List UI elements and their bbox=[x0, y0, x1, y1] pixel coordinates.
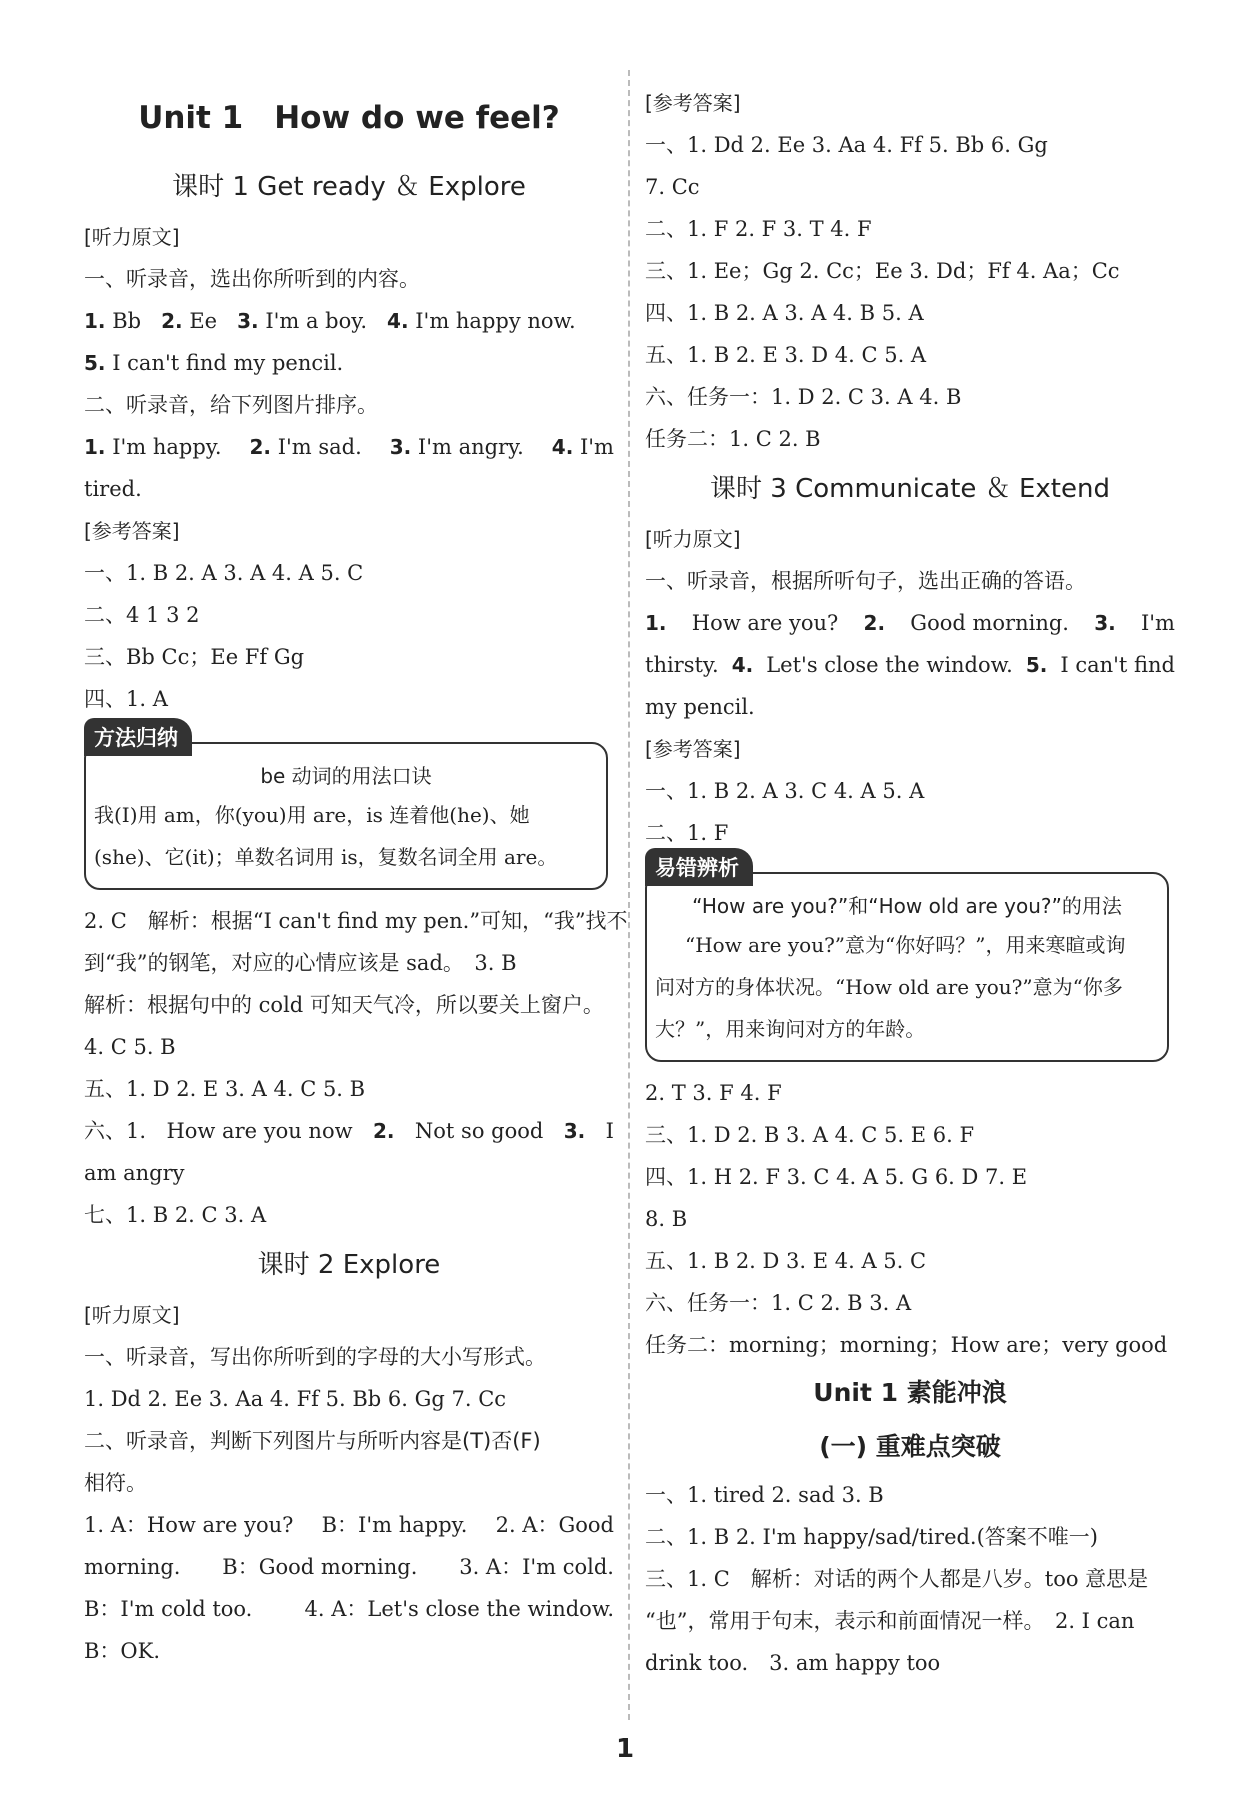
l2-q1-line: 1. Dd 2. Ee 3. Aa 4. Ff 5. Bb 6. Gg 7. Cc bbox=[84, 1387, 507, 1411]
r-answer-3: 三、1. Ee；Gg 2. Cc；Ee 3. Dd；Ff 4. Aa；Cc bbox=[645, 259, 1120, 283]
l3-answer-6: 五、1. B 2. D 3. E 4. A 5. C bbox=[645, 1249, 927, 1273]
unit-section-title: Unit 1 素能冲浪 bbox=[813, 1378, 1007, 1407]
l1-q1-line2: 5. I can't find my pencil. bbox=[84, 351, 344, 375]
error-box bbox=[645, 856, 1169, 1062]
error-text-2: 问对方的身体状况。“How old are you?”意为“你多 bbox=[655, 975, 1123, 999]
l3-q1-line: 1. How are you? 2. Good morning. 3. I'm bbox=[645, 611, 1175, 635]
l1-answer-6: 五、1. D 2. E 3. A 4. C 5. B bbox=[84, 1077, 366, 1101]
l3-answer-7: 六、任务一：1. C 2. B 3. A bbox=[645, 1291, 912, 1315]
listen-tag-r: [听力原文] bbox=[645, 527, 741, 551]
left-column bbox=[84, 78, 628, 1672]
column-divider bbox=[628, 70, 630, 1720]
l1-answer-7: 六、1. How are you now 2. Not so good 3. I bbox=[84, 1119, 614, 1143]
error-text-1: “How are you?”意为“你好吗？”，用来寒暄或询 bbox=[685, 933, 1126, 957]
error-title: “How are you?”和“How old are you?”的用法 bbox=[692, 894, 1122, 918]
s-answer-3b: “也”，常用于句末，表示和前面情况一样。 2. I can bbox=[645, 1609, 1135, 1633]
l1-answer-5d: 4. C 5. B bbox=[84, 1035, 176, 1059]
s-answer-1: 一、1. tired 2. sad 3. B bbox=[645, 1483, 884, 1507]
l2-dialog-1: 1. A：How are you? B：I'm happy. 2. A：Good bbox=[84, 1513, 614, 1537]
l2-dialog-4: B：OK. bbox=[84, 1639, 161, 1663]
l3-answer-5b: 8. B bbox=[645, 1207, 688, 1231]
error-tab: 易错辨析 bbox=[645, 848, 753, 886]
l1-answer-8: 七、1. B 2. C 3. A bbox=[84, 1203, 267, 1227]
l1-answer-2: 二、4 1 3 2 bbox=[84, 603, 200, 627]
r-answer-1: 一、1. Dd 2. Ee 3. Aa 4. Ff 5. Bb 6. Gg bbox=[645, 133, 1048, 157]
l3-q1-line3: my pencil. bbox=[645, 695, 755, 719]
l1-answer-4: 四、1. A bbox=[84, 687, 168, 711]
l1-answer-5b: 到“我”的钢笔，对应的心情应该是 sad。 3. B bbox=[84, 951, 517, 975]
listen-tag: [听力原文] bbox=[84, 225, 180, 249]
l1-q2-line: 1. I'm happy. 2. I'm sad. 3. I'm angry. 4. I'm bbox=[84, 435, 614, 459]
l1-answer-5c: 解析：根据句中的 cold 可知天气冷，所以要关上窗户。 bbox=[84, 993, 604, 1017]
s-answer-3a: 三、1. C 解析：对话的两个人都是八岁。too 意思是 bbox=[645, 1567, 1149, 1591]
right-column bbox=[645, 82, 1175, 1684]
page-number: 1 bbox=[615, 1734, 635, 1764]
l1-q2-line2: tired. bbox=[84, 477, 142, 501]
unit-title: Unit 1 How do we feel? bbox=[138, 100, 560, 136]
sub-section-title: (一) 重难点突破 bbox=[819, 1432, 1001, 1461]
r-answer-1b: 7. Cc bbox=[645, 175, 700, 199]
l1-answer-1: 一、1. B 2. A 3. A 4. A 5. C bbox=[84, 561, 364, 585]
r-answer-6: 六、任务一：1. D 2. C 3. A 4. B bbox=[645, 385, 962, 409]
l1-answer-5a: 2. C 解析：根据“I can't find my pen.”可知，“我”找不 bbox=[84, 909, 628, 933]
l2-dialog-2: morning. B：Good morning. 3. A：I'm cold. bbox=[84, 1555, 614, 1579]
l1-answer-3: 三、Bb Cc；Ee Ff Gg bbox=[84, 645, 305, 669]
r-answer-5: 五、1. B 2. E 3. D 4. C 5. A bbox=[645, 343, 927, 367]
l3-answer-1: 一、1. B 2. A 3. C 4. A 5. A bbox=[645, 779, 925, 803]
answer-tag-r: [参考答案] bbox=[645, 91, 741, 115]
l3-q1-head: 一、听录音，根据所听句子，选出正确的答语。 bbox=[645, 569, 1086, 593]
lesson2-title: 课时 2 Explore bbox=[257, 1250, 441, 1280]
l2-q2-head2: 相符。 bbox=[84, 1471, 147, 1495]
listen-tag-2: [听力原文] bbox=[84, 1303, 180, 1327]
l3-answer-8: 任务二：morning；morning；How are；very good bbox=[645, 1333, 1168, 1357]
l2-dialog-3: B：I'm cold too. 4. A：Let's close the window. bbox=[84, 1597, 614, 1621]
lesson3-title: 课时 3 Communicate ＆ Extend bbox=[710, 474, 1110, 504]
method-text-1: 我(I)用 am，你(you)用 are，is 连着他(he)、她 bbox=[94, 803, 530, 827]
r-answer-4: 四、1. B 2. A 3. A 4. B 5. A bbox=[645, 301, 924, 325]
method-title: be 动词的用法口诀 bbox=[260, 764, 432, 788]
l3-answer-2: 二、1. F bbox=[645, 821, 729, 845]
s-answer-3c: drink too. 3. am happy too bbox=[645, 1651, 941, 1675]
method-tab: 方法归纳 bbox=[84, 718, 192, 756]
method-box bbox=[84, 726, 608, 890]
r-answer-7: 任务二：1. C 2. B bbox=[645, 427, 821, 451]
l2-q2-head: 二、听录音，判断下列图片与所听内容是(T)否(F) bbox=[84, 1429, 541, 1453]
l3-answer-5: 四、1. H 2. F 3. C 4. A 5. G 6. D 7. E bbox=[645, 1165, 1028, 1189]
r-answer-2: 二、1. F 2. F 3. T 4. F bbox=[645, 217, 872, 241]
l1-q2-head: 二、听录音，给下列图片排序。 bbox=[84, 393, 378, 417]
s-answer-2: 二、1. B 2. I'm happy/sad/tired.(答案不唯一) bbox=[645, 1525, 1098, 1549]
l1-q1-head: 一、听录音，选出你所听到的内容。 bbox=[84, 267, 420, 291]
l3-q1-line2: thirsty. 4. Let's close the window. 5. I can't find bbox=[645, 653, 1175, 677]
lesson1-title: 课时 1 Get ready ＆ Explore bbox=[172, 172, 526, 202]
error-text-3: 大？”，用来询问对方的年龄。 bbox=[655, 1017, 926, 1041]
l1-q1-line: 1. Bb 2. Ee 3. I'm a boy. 4. I'm happy now. bbox=[84, 309, 576, 333]
l1-answer-7b: am angry bbox=[84, 1161, 185, 1185]
answer-tag: [参考答案] bbox=[84, 519, 180, 543]
l2-q1-head: 一、听录音，写出你所听到的字母的大小写形式。 bbox=[84, 1345, 546, 1369]
method-text-2: (she)、它(it)；单数名词用 is，复数名词全用 are。 bbox=[94, 845, 558, 869]
l3-answer-3: 2. T 3. F 4. F bbox=[645, 1081, 782, 1105]
l3-answer-4: 三、1. D 2. B 3. A 4. C 5. E 6. F bbox=[645, 1123, 975, 1147]
answer-tag-r2: [参考答案] bbox=[645, 737, 741, 761]
